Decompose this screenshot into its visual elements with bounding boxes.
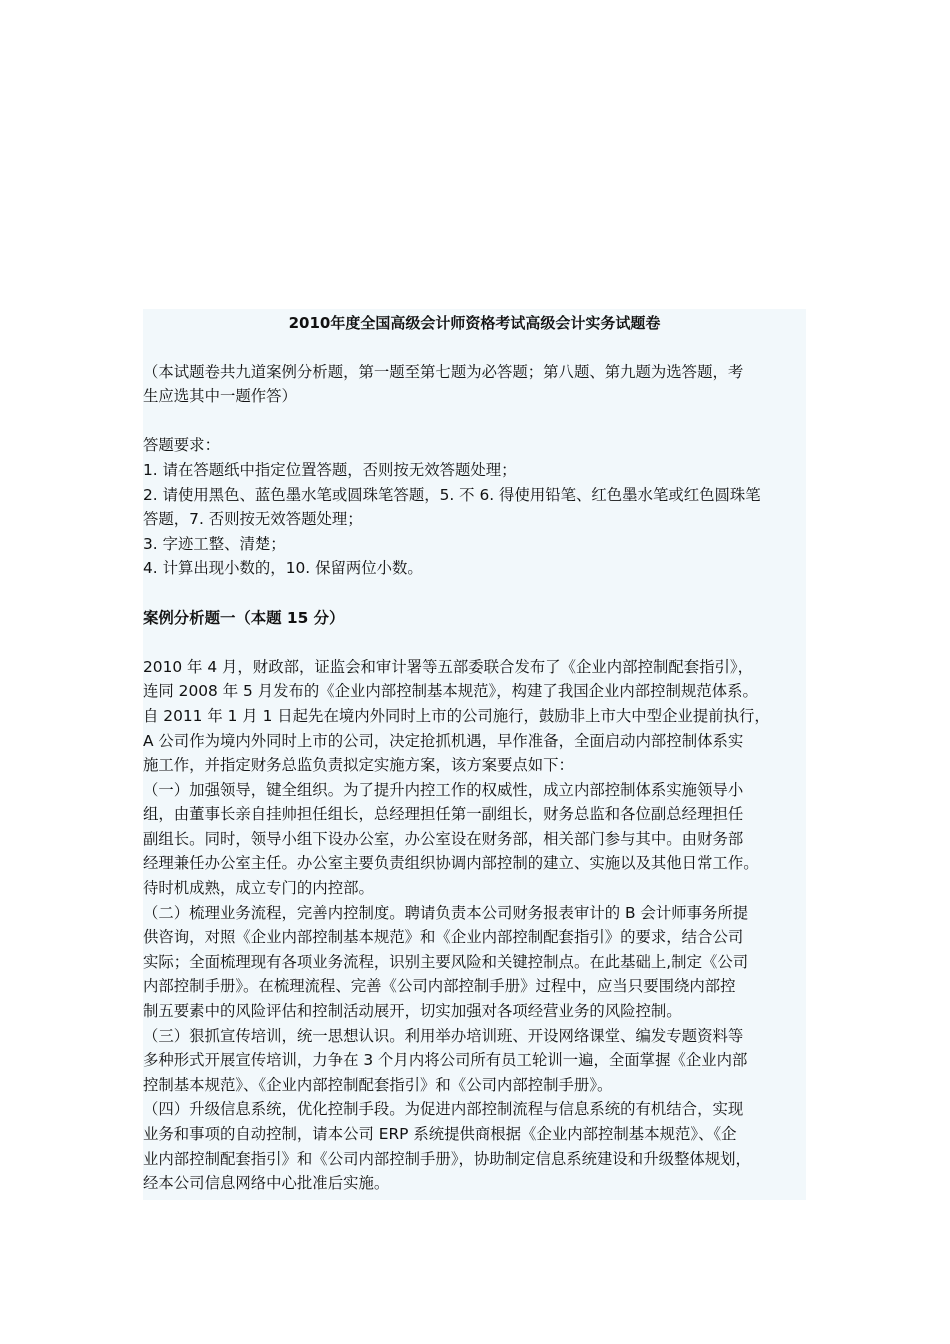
intro-line: （本试题卷共九道案例分析题，第一题至第七题为必答题；第八题、第九题为选答题，考 [143, 362, 744, 381]
case-text-line: 业内部控制配套指引》和《公司内部控制手册》，协助制定信息系统建设和升级整体规划， [143, 1149, 751, 1168]
spacer [143, 581, 806, 606]
case-text-line: （一）加强领导，键全组织。为了提升内控工作的权威性，成立内部控制体系实施领导小 [143, 780, 744, 799]
intro-line: 生应选其中一题作答） [143, 387, 297, 406]
case-text-line: 组，由董事长亲自挂帅担任组长，总经理担任第一副组长，财务总监和各位副总经理担任 [143, 805, 744, 824]
case-text-line: 供咨询，对照《企业内部控制基本规范》和《企业内部控制配套指引》的要求，结合公司 [143, 928, 744, 947]
case-text-line: 经本公司信息网络中心批准后实施。 [143, 1174, 390, 1193]
case-text-line: 实际；全面梳理现有各项业务流程，识别主要风险和关键控制点。在此基础上,制定《公司 [143, 952, 749, 971]
case-text-line: （二）梳理业务流程，完善内控制度。聘请负责本公司财务报表审计的 B 会计师事务所提 [143, 903, 749, 922]
case-text-line: 2010 年 4 月，财政部，证监会和审计署等五部委联合发布了《企业内部控制配套指引》， [143, 657, 753, 676]
spacer [143, 630, 806, 655]
case-text-line: 连同 2008 年 5 月发布的《企业内部控制基本规范》，构建了我国企业内部控制规范体系。 [143, 682, 758, 701]
case-text-line: 制五要素中的风险评估和控制活动展开，切实加强对各项经营业务的风险控制。 [143, 1002, 682, 1021]
case-text-line: 副组长。同时，领导小组下设办公室，办公室设在财务部，相关部门参与其中。由财务部 [143, 829, 744, 848]
spacer [143, 409, 806, 434]
document-title: 2010年度全国高级会计师资格考试高级会计实务试题卷 [288, 314, 661, 332]
requirement-item: 答题，7. 否则按无效答题处理； [143, 510, 363, 529]
case-text-line: 业务和事项的自动控制，请本公司 ERP 系统提供商根据《企业内部控制基本规范》、《企 [143, 1125, 737, 1143]
case-text-line: 多种形式开展宣传培训，力争在 3 个月内将公司所有员工轮训一遍，全面掌握《企业内部 [143, 1051, 748, 1070]
requirement-item: 3. 字迹工整、清楚； [143, 534, 286, 553]
case-text-line: 内部控制手册》。在梳理流程、完善《公司内部控制手册》过程中，应当只要围绕内部控 [143, 977, 736, 996]
case-text-line: 控制基本规范》、《企业内部控制配套指引》和《公司内部控制手册》。 [143, 1075, 613, 1094]
exam-document [143, 309, 806, 1200]
requirements-heading: 答题要求： [143, 436, 220, 455]
spacer [143, 335, 806, 360]
case-text-line: A 公司作为境内外同时上市的公司，决定抢抓机遇，早作准备，全面启动内部控制体系实 [143, 731, 744, 750]
requirement-item: 1. 请在答题纸中指定位置答题，否则按无效答题处理； [143, 460, 517, 479]
requirement-item: 4. 计算出现小数的，10. 保留两位小数。 [143, 559, 423, 578]
case-text-line: 施工作，并指定财务总监负责拟定实施方案，该方案要点如下： [143, 756, 574, 775]
case-heading: 案例分析题一（本题 15 分） [143, 608, 345, 627]
case-text-line: 自 2011 年 1 月 1 日起先在境内外同时上市的公司施行，鼓励非上市大中型企业提前执行， [143, 706, 770, 725]
case-text-line: （四）升级信息系统，优化控制手段。为促进内部控制流程与信息系统的有机结合，实现 [143, 1100, 744, 1119]
case-text-line: 待时机成熟，成立专门的内控部。 [143, 879, 374, 898]
case-text-line: 经理兼任办公室主任。办公室主要负责组织协调内部控制的建立、实施以及其他日常工作。 [143, 854, 759, 873]
requirement-item: 2. 请使用黑色、蓝色墨水笔或圆珠笔答题，5. 不 6. 得使用铅笔、红色墨水笔或红色圆珠笔 [143, 485, 761, 504]
case-text-line: （三）狠抓宣传培训，统一思想认识。利用举办培训班、开设网络课堂、编发专题资料等 [143, 1026, 744, 1045]
